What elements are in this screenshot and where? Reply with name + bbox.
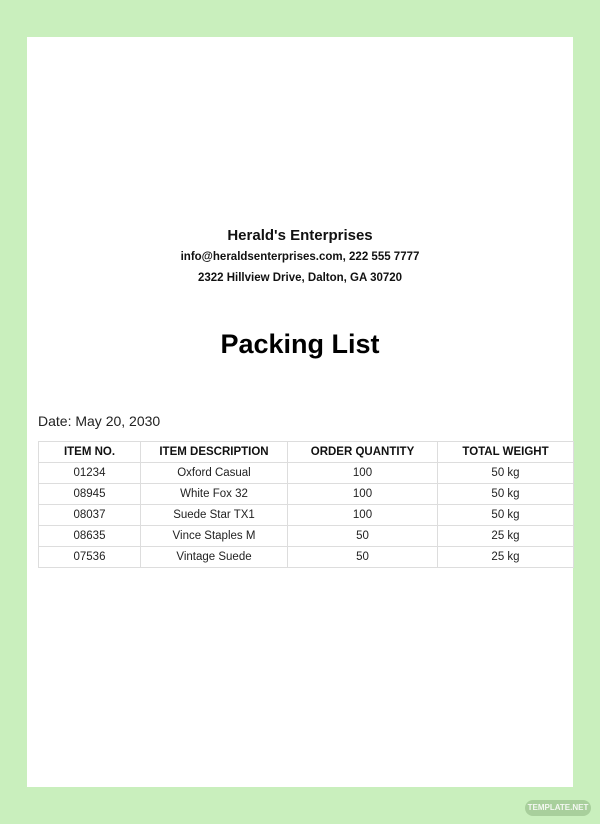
header-quantity: ORDER QUANTITY: [288, 442, 438, 463]
cell-quantity: 50: [288, 526, 438, 547]
table-row: [39, 463, 574, 484]
cell-weight: 50 kg: [438, 505, 574, 526]
watermark-badge: TEMPLATE.NET: [525, 800, 591, 816]
cell-quantity: 100: [288, 463, 438, 484]
cell-description: Vince Staples M: [141, 526, 288, 547]
company-name: Herald's Enterprises: [227, 227, 373, 244]
cell-description: Suede Star TX1: [141, 505, 288, 526]
date-label: Date: May 20, 2030: [38, 413, 161, 429]
cell-item-no: 08945: [39, 484, 141, 505]
cell-item-no: 08635: [39, 526, 141, 547]
cell-item-no: 07536: [39, 547, 141, 568]
company-contact: info@heraldsenterprises.com, 222 555 7777: [180, 251, 420, 263]
document-title: Packing List: [220, 329, 380, 359]
document-page: [27, 37, 573, 787]
cell-item-no: 01234: [39, 463, 141, 484]
table-row: [39, 505, 574, 526]
header-item-no: ITEM NO.: [39, 442, 141, 463]
cell-description: White Fox 32: [141, 484, 288, 505]
cell-weight: 25 kg: [438, 526, 574, 547]
company-address: 2322 Hillview Drive, Dalton, GA 30720: [197, 272, 403, 284]
cell-weight: 25 kg: [438, 547, 574, 568]
cell-description: Vintage Suede: [141, 547, 288, 568]
cell-quantity: 100: [288, 505, 438, 526]
packing-table: [38, 441, 574, 568]
cell-weight: 50 kg: [438, 484, 574, 505]
cell-description: Oxford Casual: [141, 463, 288, 484]
table-header-row: [39, 442, 574, 463]
header-description: ITEM DESCRIPTION: [141, 442, 288, 463]
cell-quantity: 100: [288, 484, 438, 505]
table-row: [39, 484, 574, 505]
table-row: [39, 547, 574, 568]
cell-weight: 50 kg: [438, 463, 574, 484]
cell-item-no: 08037: [39, 505, 141, 526]
table-row: [39, 526, 574, 547]
header-weight: TOTAL WEIGHT: [438, 442, 574, 463]
cell-quantity: 50: [288, 547, 438, 568]
